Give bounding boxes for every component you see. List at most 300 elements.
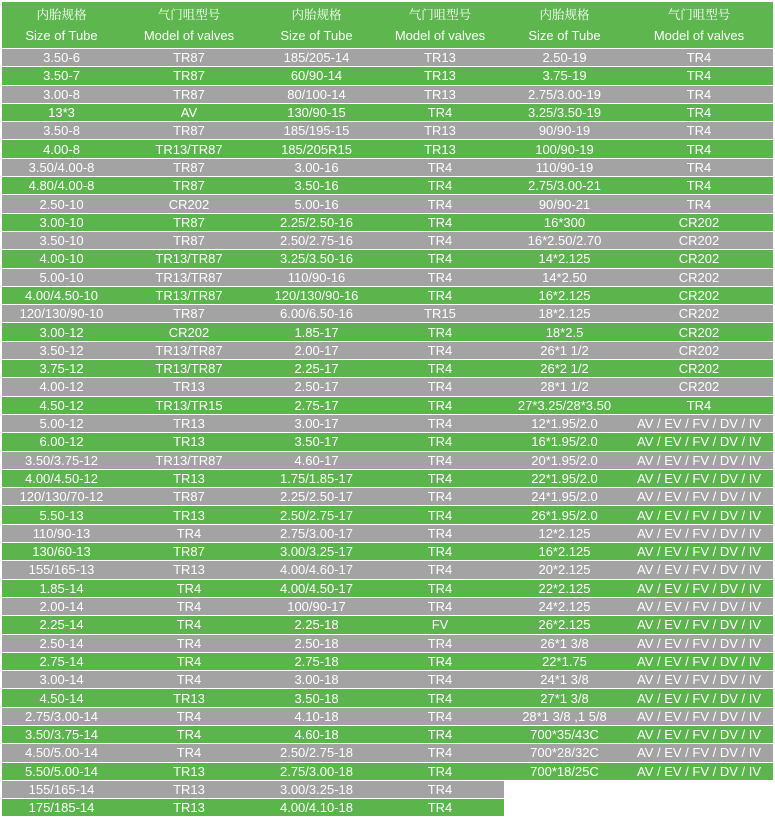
valve-model-cell: TR4 <box>376 103 504 121</box>
valve-model-cell: TR13 <box>121 762 257 780</box>
header-model-of-valves-2 <box>376 2 504 48</box>
tube-size-cell: 3.25/3.50-16 <box>257 249 376 267</box>
valve-model-cell: TR4 <box>121 597 257 615</box>
tube-size-cell: 2.50/2.75-17 <box>257 505 376 523</box>
tube-size-cell: 2.50/2.75-16 <box>257 231 376 249</box>
tube-size-cell: 3.50-17 <box>257 432 376 450</box>
valve-model-cell: TR4 <box>121 670 257 688</box>
tube-size-cell: 28*1 3/8 ,1 5/8 <box>504 707 625 725</box>
tube-size-cell: 100/90-19 <box>504 139 625 157</box>
table-row <box>2 414 773 432</box>
header-cn: 气门咀型号 <box>408 7 472 22</box>
tube-size-cell: 2.25/2.50-17 <box>257 487 376 505</box>
valve-model-cell: CR202 <box>121 194 257 212</box>
valve-model-cell: AV / EV / FV / DV / IV <box>625 707 773 725</box>
valve-model-cell: TR4 <box>376 286 504 304</box>
table-row <box>2 652 773 670</box>
valve-model-cell: TR4 <box>376 780 504 798</box>
valve-model-cell: TR13 <box>121 798 257 816</box>
valve-model-cell: TR4 <box>376 524 504 542</box>
tube-size-cell: 26*1 3/8 <box>504 634 625 652</box>
table-row <box>2 780 773 798</box>
valve-model-cell: CR202 <box>625 377 773 395</box>
table-row <box>2 85 773 103</box>
valve-model-cell: CR202 <box>625 213 773 231</box>
valve-model-cell: AV / EV / FV / DV / IV <box>625 451 773 469</box>
valve-model-cell: AV / EV / FV / DV / IV <box>625 432 773 450</box>
tube-size-cell: 2.75-17 <box>257 396 376 414</box>
valve-model-cell: CR202 <box>625 286 773 304</box>
tube-size-cell: 60/90-14 <box>257 66 376 84</box>
valve-model-cell: TR4 <box>376 377 504 395</box>
table-row <box>2 359 773 377</box>
tube-size-cell: 700*18/25C <box>504 762 625 780</box>
header-cn: 内胎规格 <box>539 7 590 22</box>
valve-model-cell: TR4 <box>376 432 504 450</box>
tube-size-cell: 130/90-15 <box>257 103 376 121</box>
valve-model-cell: TR4 <box>376 688 504 706</box>
valve-model-cell: TR87 <box>121 66 257 84</box>
valve-model-cell: TR4 <box>376 396 504 414</box>
valve-model-cell: TR13/TR15 <box>121 396 257 414</box>
tube-size-cell: 185/205-14 <box>257 48 376 66</box>
table-row <box>2 469 773 487</box>
tube-size-cell: 26*2 1/2 <box>504 359 625 377</box>
valve-model-cell: CR202 <box>625 304 773 322</box>
valve-model-cell: TR13 <box>121 469 257 487</box>
tube-size-cell: 3.25/3.50-19 <box>504 103 625 121</box>
valve-model-cell: AV / EV / FV / DV / IV <box>625 762 773 780</box>
valve-model-cell: AV / EV / FV / DV / IV <box>625 597 773 615</box>
valve-model-cell: TR87 <box>121 304 257 322</box>
valve-model-cell: CR202 <box>625 249 773 267</box>
tube-size-cell: 28*1 1/2 <box>504 377 625 395</box>
header-size-of-tube-3 <box>504 2 625 48</box>
tube-size-cell: 2.75-14 <box>2 652 121 670</box>
table-row <box>2 634 773 652</box>
tube-size-cell: 12*2.125 <box>504 524 625 542</box>
tube-size-cell: 3.00/3.25-17 <box>257 542 376 560</box>
valve-model-cell: TR13 <box>376 85 504 103</box>
valve-model-cell: TR4 <box>376 743 504 761</box>
header-en: Size of Tube <box>528 27 601 43</box>
table-row <box>2 231 773 249</box>
valve-model-cell: TR4 <box>625 121 773 139</box>
tube-size-cell: 24*1 3/8 <box>504 670 625 688</box>
valve-model-cell: TR87 <box>121 158 257 176</box>
valve-model-cell: TR87 <box>121 542 257 560</box>
valve-model-cell: TR13 <box>121 432 257 450</box>
tube-size-cell: 185/195-15 <box>257 121 376 139</box>
table-row <box>2 542 773 560</box>
valve-model-cell: TR13 <box>376 121 504 139</box>
tube-size-cell: 155/165-14 <box>2 780 121 798</box>
valve-model-cell: TR4 <box>625 66 773 84</box>
tube-size-cell: 4.00-10 <box>2 249 121 267</box>
valve-model-cell: TR4 <box>625 176 773 194</box>
valve-model-cell: TR13/TR87 <box>121 451 257 469</box>
valve-model-cell: TR13/TR87 <box>121 268 257 286</box>
header-en: Size of Tube <box>25 27 98 43</box>
table-row <box>2 487 773 505</box>
tube-size-cell: 24*1.95/2.0 <box>504 487 625 505</box>
tube-size-cell: 3.50-12 <box>2 341 121 359</box>
table-row <box>2 341 773 359</box>
valve-model-cell: TR13 <box>376 48 504 66</box>
valve-model-cell: TR4 <box>376 194 504 212</box>
tube-size-cell: 3.50-10 <box>2 231 121 249</box>
table-row <box>2 121 773 139</box>
header-model-of-valves-3 <box>625 2 773 48</box>
table-row <box>2 66 773 84</box>
tube-size-cell: 120/130/90-10 <box>2 304 121 322</box>
tube-size-cell: 4.60-17 <box>257 451 376 469</box>
valve-model-cell: AV / EV / FV / DV / IV <box>625 743 773 761</box>
valve-model-cell: TR87 <box>121 85 257 103</box>
header-size-of-tube-1 <box>2 2 121 48</box>
valve-model-cell: TR4 <box>376 487 504 505</box>
valve-model-cell: TR13/TR87 <box>121 249 257 267</box>
tube-size-cell: 16*2.125 <box>504 286 625 304</box>
tube-size-cell: 3.00-17 <box>257 414 376 432</box>
valve-model-cell: TR4 <box>376 652 504 670</box>
table-row <box>2 688 773 706</box>
valve-model-cell: AV / EV / FV / DV / IV <box>625 414 773 432</box>
table-row <box>2 139 773 157</box>
tube-size-cell: 80/100-14 <box>257 85 376 103</box>
tube-size-cell: 4.00/4.50-10 <box>2 286 121 304</box>
table-row <box>2 48 773 66</box>
table-row <box>2 725 773 743</box>
table-row <box>2 524 773 542</box>
valve-model-cell: TR87 <box>121 48 257 66</box>
table-header <box>2 2 773 48</box>
valve-model-cell: TR13 <box>376 66 504 84</box>
valve-model-cell: AV / EV / FV / DV / IV <box>625 505 773 523</box>
header-size-of-tube-2 <box>257 2 376 48</box>
tube-size-cell: 2.50/2.75-18 <box>257 743 376 761</box>
tube-size-cell: 2.25-14 <box>2 615 121 633</box>
table-row <box>2 670 773 688</box>
table-row <box>2 103 773 121</box>
header-en: Model of valves <box>653 27 745 43</box>
header-en: Model of valves <box>394 27 486 43</box>
tube-size-cell: 5.50/5.00-14 <box>2 762 121 780</box>
tube-size-cell <box>504 798 625 816</box>
valve-model-cell: TR13 <box>121 688 257 706</box>
tube-size-cell: 3.00-18 <box>257 670 376 688</box>
table-row <box>2 615 773 633</box>
tube-size-cell: 110/90-19 <box>504 158 625 176</box>
tube-size-cell: 2.00-17 <box>257 341 376 359</box>
valve-model-cell: TR4 <box>625 158 773 176</box>
tube-size-cell: 3.50-16 <box>257 176 376 194</box>
tube-size-cell: 26*1.95/2.0 <box>504 505 625 523</box>
tube-size-cell: 4.50-14 <box>2 688 121 706</box>
tube-size-cell: 16*300 <box>504 213 625 231</box>
valve-model-cell: TR13/TR87 <box>121 286 257 304</box>
valve-model-cell: TR4 <box>376 268 504 286</box>
valve-model-cell: TR4 <box>376 670 504 688</box>
tube-size-cell: 2.25/2.50-16 <box>257 213 376 231</box>
valve-model-cell: TR13/TR87 <box>121 139 257 157</box>
table-row <box>2 451 773 469</box>
tube-size-cell: 14*2.50 <box>504 268 625 286</box>
tube-size-cell: 16*2.50/2.70 <box>504 231 625 249</box>
valve-model-cell: TR4 <box>121 579 257 597</box>
tube-size-cell: 2.75/3.00-14 <box>2 707 121 725</box>
valve-model-cell: TR4 <box>121 652 257 670</box>
valve-model-cell: AV / EV / FV / DV / IV <box>625 487 773 505</box>
table-row <box>2 597 773 615</box>
valve-model-cell: AV / EV / FV / DV / IV <box>625 542 773 560</box>
tube-size-cell: 5.00-16 <box>257 194 376 212</box>
valve-model-cell: TR13 <box>121 414 257 432</box>
tube-size-cell: 26*1 1/2 <box>504 341 625 359</box>
tube-size-cell: 16*1.95/2.0 <box>504 432 625 450</box>
valve-model-cell: TR15 <box>376 304 504 322</box>
tube-size-cell: 4.00-12 <box>2 377 121 395</box>
valve-model-cell: TR4 <box>376 597 504 615</box>
tube-size-cell: 110/90-13 <box>2 524 121 542</box>
table-row <box>2 213 773 231</box>
valve-model-cell: CR202 <box>121 322 257 340</box>
valve-model-cell: AV / EV / FV / DV / IV <box>625 670 773 688</box>
tube-size-cell: 2.00-14 <box>2 597 121 615</box>
tube-size-cell: 3.00-12 <box>2 322 121 340</box>
tube-size-cell: 2.75/3.00-19 <box>504 85 625 103</box>
tube-size-cell: 90/90-21 <box>504 194 625 212</box>
valve-model-cell: TR4 <box>376 451 504 469</box>
table-row <box>2 158 773 176</box>
tube-size-cell: 1.85-17 <box>257 322 376 340</box>
tube-size-cell: 27*3.25/28*3.50 <box>504 396 625 414</box>
tube-size-cell: 4.50-12 <box>2 396 121 414</box>
tube-size-cell: 3.50-8 <box>2 121 121 139</box>
valve-model-cell: AV / EV / FV / DV / IV <box>625 652 773 670</box>
header-model-of-valves-1 <box>121 2 257 48</box>
valve-model-cell <box>625 780 773 798</box>
valve-model-cell: AV / EV / FV / DV / IV <box>625 469 773 487</box>
valve-model-cell: TR4 <box>625 194 773 212</box>
tube-size-cell: 3.50-18 <box>257 688 376 706</box>
tube-size-cell: 20*1.95/2.0 <box>504 451 625 469</box>
tube-size-cell: 4.00-8 <box>2 139 121 157</box>
header-cn: 气门咀型号 <box>667 7 731 22</box>
tube-size-cell: 3.50-6 <box>2 48 121 66</box>
tube-size-cell: 3.50-7 <box>2 66 121 84</box>
table-row <box>2 249 773 267</box>
valve-model-cell: TR4 <box>376 469 504 487</box>
valve-model-cell: CR202 <box>625 268 773 286</box>
valve-model-cell: TR13 <box>121 560 257 578</box>
table-body <box>2 48 773 816</box>
valve-model-cell: CR202 <box>625 359 773 377</box>
tube-size-cell: 130/60-13 <box>2 542 121 560</box>
tube-size-cell: 16*2.125 <box>504 542 625 560</box>
tube-size-cell: 13*3 <box>2 103 121 121</box>
tube-size-cell: 110/90-16 <box>257 268 376 286</box>
valve-model-cell: AV / EV / FV / DV / IV <box>625 579 773 597</box>
valve-model-cell: TR4 <box>376 762 504 780</box>
tube-size-cell: 4.80/4.00-8 <box>2 176 121 194</box>
table-row <box>2 396 773 414</box>
valve-model-cell: AV / EV / FV / DV / IV <box>625 524 773 542</box>
valve-model-cell: TR4 <box>376 634 504 652</box>
tube-size-cell: 2.50-19 <box>504 48 625 66</box>
valve-model-cell: TR87 <box>121 176 257 194</box>
table-row <box>2 194 773 212</box>
header-row <box>2 2 773 48</box>
table-row <box>2 268 773 286</box>
valve-model-cell: TR4 <box>376 158 504 176</box>
tube-size-cell: 4.00/4.50-17 <box>257 579 376 597</box>
valve-model-cell: TR4 <box>376 725 504 743</box>
valve-model-cell: AV / EV / FV / DV / IV <box>625 634 773 652</box>
tube-size-cell: 1.85-14 <box>2 579 121 597</box>
header-en: Size of Tube <box>280 27 353 43</box>
valve-model-cell: TR4 <box>376 707 504 725</box>
valve-model-cell: TR87 <box>121 231 257 249</box>
valve-model-cell: TR13 <box>376 139 504 157</box>
table-row <box>2 432 773 450</box>
tube-size-cell: 22*1.95/2.0 <box>504 469 625 487</box>
table-row <box>2 798 773 816</box>
tube-size-cell: 3.50/3.75-14 <box>2 725 121 743</box>
valve-model-cell: TR4 <box>625 103 773 121</box>
valve-model-cell: TR4 <box>376 579 504 597</box>
tube-size-cell: 3.75-19 <box>504 66 625 84</box>
valve-model-cell: AV / EV / FV / DV / IV <box>625 615 773 633</box>
valve-model-cell: TR13 <box>121 780 257 798</box>
valve-model-cell: TR4 <box>376 359 504 377</box>
valve-model-cell: CR202 <box>625 322 773 340</box>
tube-size-cell: 3.00-16 <box>257 158 376 176</box>
valve-model-cell: TR4 <box>376 176 504 194</box>
table-row <box>2 579 773 597</box>
valve-model-cell: AV / EV / FV / DV / IV <box>625 725 773 743</box>
table-row <box>2 304 773 322</box>
valve-model-cell: AV <box>121 103 257 121</box>
valve-model-cell: TR87 <box>121 487 257 505</box>
tube-size-cell: 18*2.5 <box>504 322 625 340</box>
tube-size-cell: 6.00-12 <box>2 432 121 450</box>
table-row <box>2 377 773 395</box>
valve-model-cell: TR4 <box>625 396 773 414</box>
valve-model-cell: TR4 <box>376 414 504 432</box>
table-row <box>2 176 773 194</box>
tube-size-cell: 2.25-17 <box>257 359 376 377</box>
tube-size-cell: 700*35/43C <box>504 725 625 743</box>
header-cn: 气门咀型号 <box>157 7 221 22</box>
tube-size-cell <box>504 780 625 798</box>
tube-size-cell: 120/130/70-12 <box>2 487 121 505</box>
valve-model-cell: TR4 <box>121 634 257 652</box>
valve-model-cell: TR4 <box>625 85 773 103</box>
valve-model-cell: TR4 <box>625 48 773 66</box>
valve-model-cell: TR4 <box>376 322 504 340</box>
valve-model-cell: TR87 <box>121 213 257 231</box>
tube-size-cell: 5.00-12 <box>2 414 121 432</box>
tube-size-cell: 18*2.125 <box>504 304 625 322</box>
tube-size-cell: 2.75/3.00-18 <box>257 762 376 780</box>
tube-size-cell: 4.00/4.60-17 <box>257 560 376 578</box>
tube-size-cell: 2.75-18 <box>257 652 376 670</box>
valve-model-cell: TR4 <box>121 707 257 725</box>
table-row <box>2 707 773 725</box>
table-row <box>2 286 773 304</box>
tube-size-cell: 4.60-18 <box>257 725 376 743</box>
tube-size-cell: 3.50/4.00-8 <box>2 158 121 176</box>
tube-size-cell: 6.00/6.50-16 <box>257 304 376 322</box>
valve-model-cell: TR4 <box>121 524 257 542</box>
tube-size-cell: 22*1.75 <box>504 652 625 670</box>
tube-size-cell: 26*2.125 <box>504 615 625 633</box>
tube-valve-table <box>2 2 773 816</box>
tube-size-cell: 700*28/32C <box>504 743 625 761</box>
header-en: Model of valves <box>143 27 235 43</box>
valve-model-cell: TR4 <box>376 213 504 231</box>
valve-model-cell: CR202 <box>625 231 773 249</box>
valve-model-cell: AV / EV / FV / DV / IV <box>625 688 773 706</box>
tube-size-cell: 120/130/90-16 <box>257 286 376 304</box>
tube-size-cell: 100/90-17 <box>257 597 376 615</box>
tube-size-cell: 175/185-14 <box>2 798 121 816</box>
valve-model-cell: TR4 <box>376 542 504 560</box>
tube-size-cell: 4.50/5.00-14 <box>2 743 121 761</box>
valve-model-cell: TR4 <box>376 798 504 816</box>
valve-model-cell: TR4 <box>121 743 257 761</box>
valve-model-cell: TR4 <box>121 725 257 743</box>
valve-model-cell: TR4 <box>121 615 257 633</box>
tube-size-cell: 3.00-8 <box>2 85 121 103</box>
tube-size-cell: 2.50-14 <box>2 634 121 652</box>
tube-size-cell: 2.25-18 <box>257 615 376 633</box>
valve-model-cell: TR4 <box>376 249 504 267</box>
tube-size-cell: 5.50-13 <box>2 505 121 523</box>
table-row <box>2 322 773 340</box>
valve-model-cell: AV / EV / FV / DV / IV <box>625 560 773 578</box>
valve-model-cell: TR13 <box>121 377 257 395</box>
tube-size-cell: 2.50-17 <box>257 377 376 395</box>
tube-size-cell: 14*2.125 <box>504 249 625 267</box>
header-cn: 内胎规格 <box>291 7 342 22</box>
tube-size-cell: 12*1.95/2.0 <box>504 414 625 432</box>
tube-size-cell: 3.75-12 <box>2 359 121 377</box>
tube-size-cell: 3.50/3.75-12 <box>2 451 121 469</box>
tube-size-cell: 185/205R15 <box>257 139 376 157</box>
tube-size-cell: 3.00-10 <box>2 213 121 231</box>
valve-model-cell: TR4 <box>625 139 773 157</box>
table-row <box>2 505 773 523</box>
table-row <box>2 560 773 578</box>
tube-size-cell: 2.50-10 <box>2 194 121 212</box>
tube-size-cell: 3.00-14 <box>2 670 121 688</box>
tube-size-cell: 90/90-19 <box>504 121 625 139</box>
valve-model-cell: TR4 <box>376 505 504 523</box>
valve-model-cell: TR13 <box>121 505 257 523</box>
tube-size-cell: 4.10-18 <box>257 707 376 725</box>
tube-size-cell: 3.00/3.25-18 <box>257 780 376 798</box>
tube-size-cell: 2.50-18 <box>257 634 376 652</box>
tube-size-cell: 2.75/3.00-17 <box>257 524 376 542</box>
tube-size-cell: 4.00/4.50-12 <box>2 469 121 487</box>
header-cn: 内胎规格 <box>36 7 87 22</box>
tube-size-cell: 27*1 3/8 <box>504 688 625 706</box>
table-row <box>2 743 773 761</box>
tube-size-cell: 1.75/1.85-17 <box>257 469 376 487</box>
valve-model-cell: TR13/TR87 <box>121 341 257 359</box>
